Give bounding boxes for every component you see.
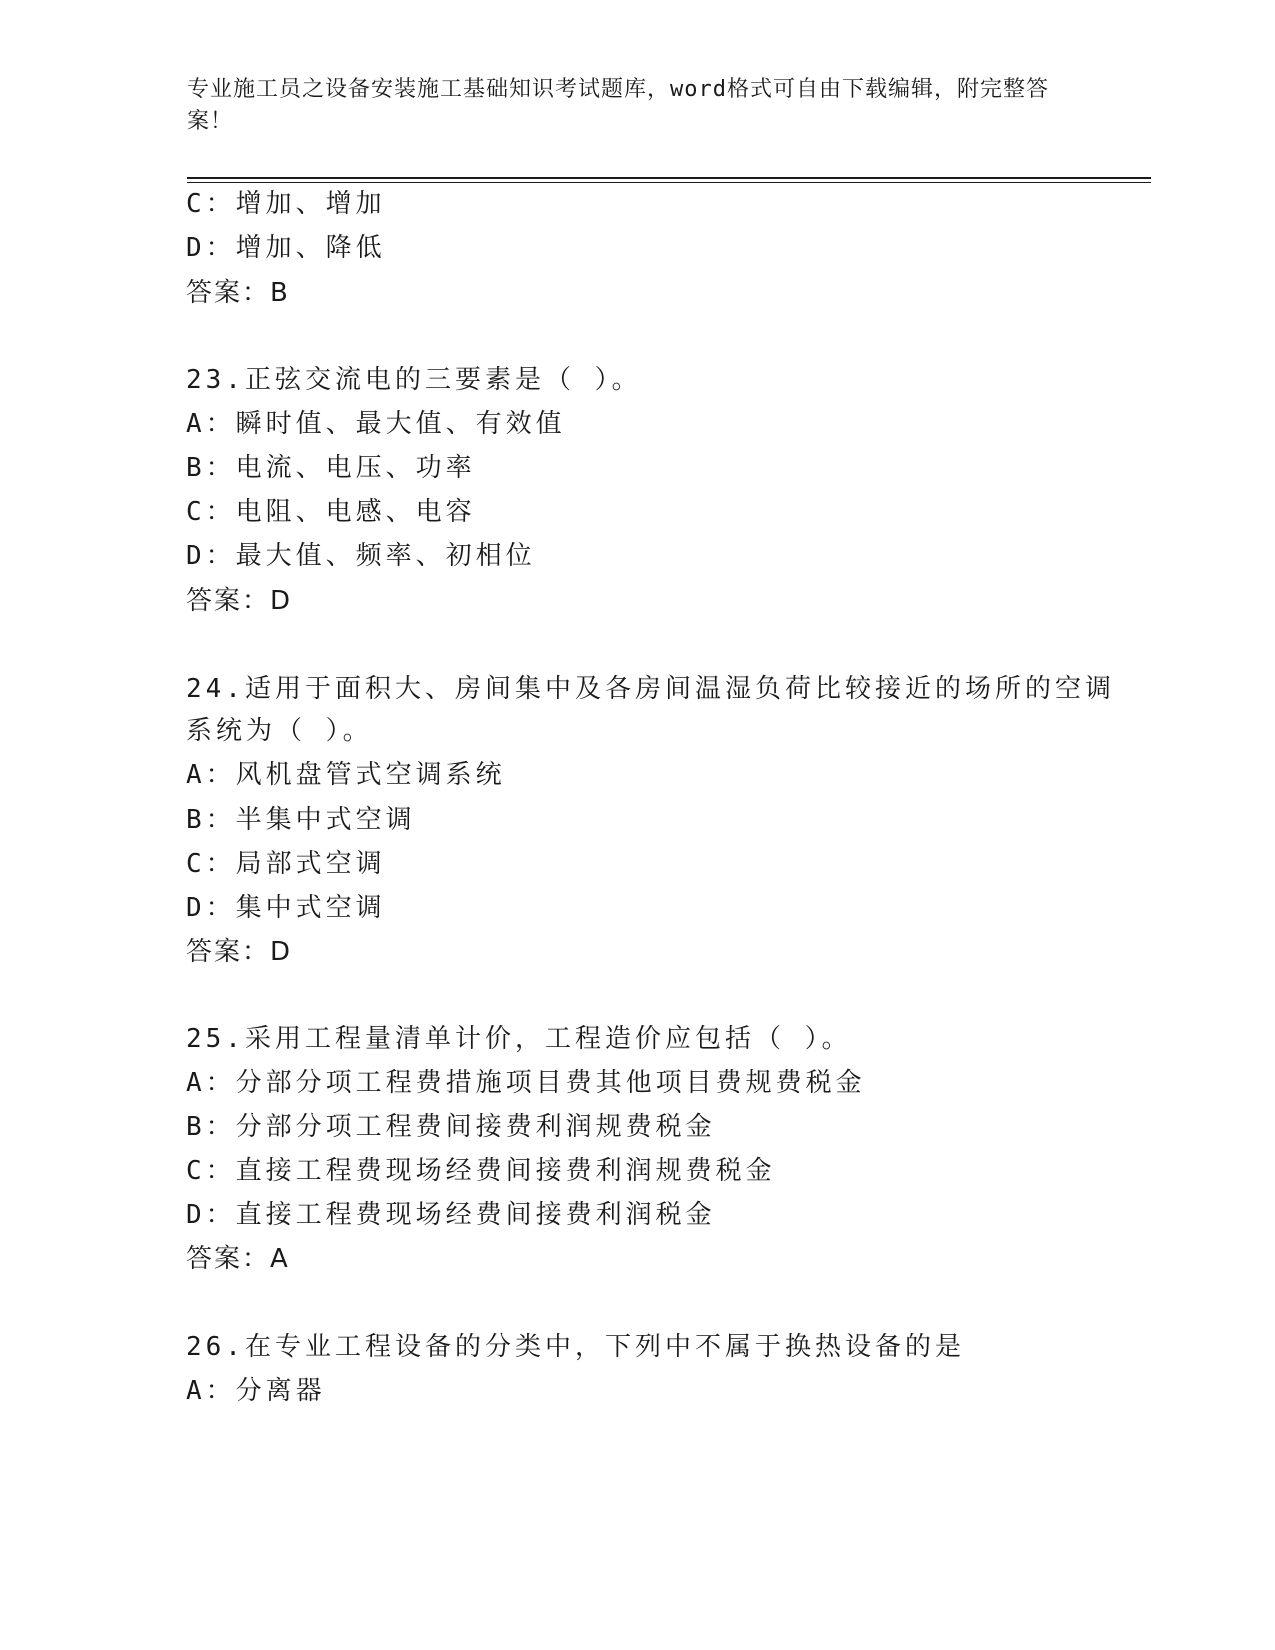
q23-option-d: D：最大值、频率、初相位 (186, 541, 536, 571)
q24-option-c: C：局部式空调 (186, 849, 386, 879)
q25-option-a: A：分部分项工程费措施项目费其他项目费规费税金 (186, 1068, 866, 1098)
q25-option-c: C：直接工程费现场经费间接费利润规费税金 (186, 1156, 776, 1186)
header-rule (187, 177, 1151, 179)
q23-answer: 答案：D (186, 586, 293, 616)
prev-option-c: C：增加、增加 (186, 189, 386, 219)
prev-answer: 答案：B (186, 278, 290, 308)
q25-option-d: D：直接工程费现场经费间接费利润税金 (186, 1200, 716, 1230)
q25-answer: 答案：A (186, 1244, 290, 1274)
q26-option-a: A：分离器 (186, 1376, 326, 1406)
q23-stem: 23.正弦交流电的三要素是（ ）。 (186, 365, 642, 395)
q24-option-d: D：集中式空调 (186, 893, 386, 923)
prev-option-d: D：增加、降低 (186, 233, 386, 263)
q24-stem-line1: 24.适用于面积大、房间集中及各房间温湿负荷比较接近的场所的空调 (186, 674, 1115, 704)
q23-option-c: C：电阻、电感、电容 (186, 497, 476, 527)
q24-answer: 答案：D (186, 937, 293, 967)
q23-option-a: A：瞬时值、最大值、有效值 (186, 409, 566, 439)
q25-stem: 25.采用工程量清单计价，工程造价应包括（ ）。 (186, 1024, 852, 1054)
q24-option-a: A：风机盘管式空调系统 (186, 760, 506, 790)
q23-option-b: B：电流、电压、功率 (186, 453, 476, 483)
q24-option-b: B：半集中式空调 (186, 805, 416, 835)
q24-stem-line2: 系统为（ ）。 (186, 716, 373, 746)
document-header: 专业施工员之设备安装施工基础知识考试题库，word格式可自由下载编辑，附完整答案！ (187, 77, 1049, 134)
q26-stem: 26.在专业工程设备的分类中，下列中不属于换热设备的是 (186, 1332, 965, 1362)
q25-option-b: B：分部分项工程费间接费利润规费税金 (186, 1112, 716, 1142)
header-rule-thin (187, 182, 1151, 183)
